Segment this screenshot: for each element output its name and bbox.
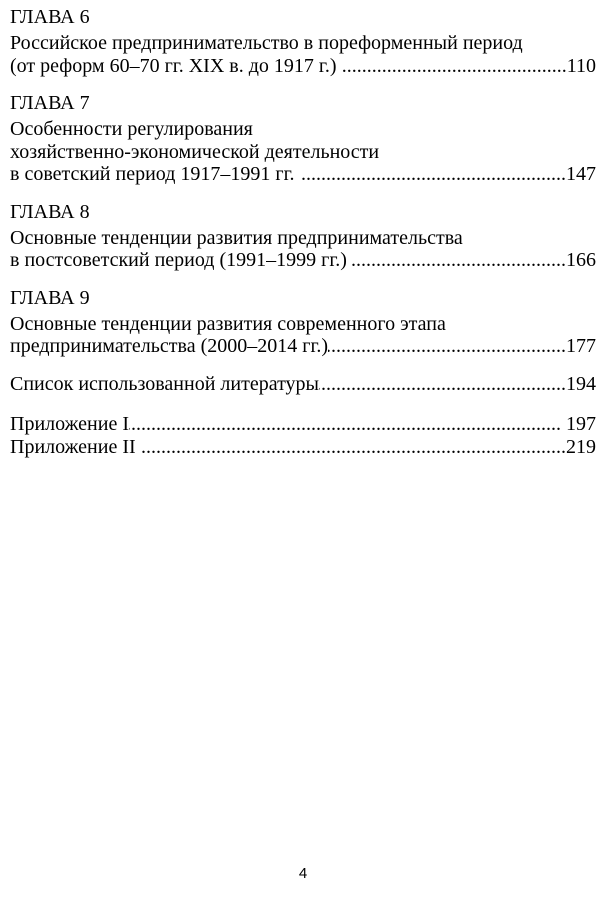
page-reference: 177: [566, 335, 596, 357]
appendix-label: Приложение II: [10, 435, 136, 458]
toc-bibliography: [10, 373, 596, 396]
chapter-title-line: хозяйственно-экономической деятельности: [10, 140, 380, 163]
chapter-title-line: Основные тенденции развития предпринимательства: [10, 226, 463, 249]
chapter-heading: ГЛАВА 7: [10, 92, 90, 114]
toc-entry: [10, 335, 596, 358]
dot-leader: [141, 436, 566, 459]
toc-entry: [10, 55, 596, 78]
table-of-contents: [10, 6, 596, 458]
dot-leader: [300, 163, 566, 186]
dot-leader: [129, 413, 561, 436]
page-number: 4: [298, 865, 308, 882]
dot-leader: [319, 373, 566, 396]
chapter-heading: ГЛАВА 9: [10, 286, 90, 309]
dot-leader: [352, 249, 566, 272]
toc-entry: [10, 413, 596, 436]
chapter-heading: ГЛАВА 8: [10, 200, 90, 223]
toc-entry: [10, 163, 596, 186]
toc-chapter-9: [10, 287, 596, 358]
page-reference: 194: [566, 372, 596, 395]
chapter-heading: ГЛАВА 6: [10, 6, 90, 28]
toc-appendices: [10, 413, 596, 458]
chapter-title-line: (от реформ 60–70 гг. XIX в. до 1917 г.): [10, 54, 337, 77]
toc-chapter-8: [10, 201, 596, 272]
chapter-title-line: Российское предпринимательство в пореформенный период: [10, 32, 523, 54]
bibliography-label: Список использованной литературы: [10, 372, 319, 395]
page-reference: 219: [566, 435, 596, 458]
chapter-title-line: Основные тенденции развития современного этапа: [10, 312, 446, 335]
page-reference: 110: [566, 54, 596, 77]
dot-leader: [328, 335, 566, 358]
toc-chapter-6: [10, 6, 596, 77]
dot-leader: [342, 55, 567, 78]
page-reference: 147: [566, 163, 596, 185]
appendix-label: Приложение I: [10, 413, 130, 435]
page-reference: 166: [566, 249, 596, 271]
chapter-title-line: Особенности регулирования: [10, 118, 253, 140]
toc-chapter-7: [10, 92, 596, 186]
chapter-title-line: в советский период 1917–1991 гг.: [10, 163, 295, 185]
toc-entry: [10, 249, 596, 272]
toc-entry: [10, 436, 596, 459]
toc-entry: [10, 373, 596, 396]
chapter-title-line: предпринимательства (2000–2014 гг.): [10, 335, 329, 357]
chapter-title-line: в постсоветский период (1991–1999 гг.): [10, 249, 347, 271]
page-reference: 197: [566, 413, 596, 435]
